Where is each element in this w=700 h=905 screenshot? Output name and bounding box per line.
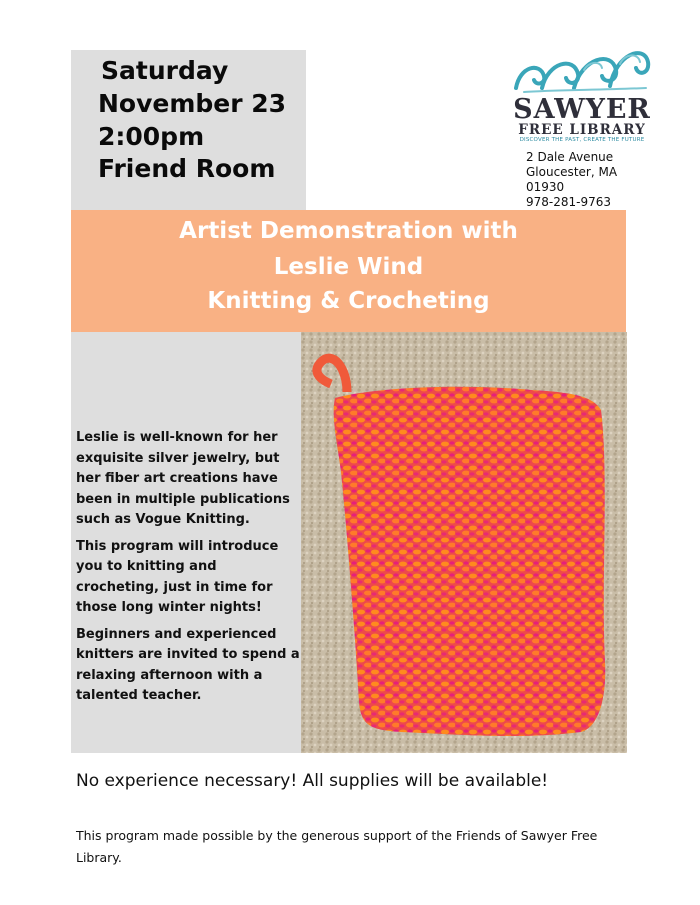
title-line1: Artist Demonstration with (179, 218, 518, 244)
address-zip: 01930 (526, 180, 565, 194)
library-name-line1: SAWYER (513, 94, 651, 125)
event-details-box (71, 50, 306, 210)
event-room: Friend Room (98, 154, 276, 183)
event-time: 2:00pm (98, 122, 205, 151)
address-phone: 978-281-9763 (526, 195, 612, 209)
title-line2: Leslie Wind (273, 254, 424, 280)
wave-icon (512, 36, 652, 96)
crochet-swatch-photo (301, 332, 627, 753)
description-paragraph-2: This program will introduce you to knitting and crocheting, just in time for those long winter nights! (76, 538, 279, 615)
sponsor-credit: This program made possible by the generous support of the Friends of Sawyer Free Library. (76, 828, 598, 865)
event-date: November 23 (98, 89, 287, 118)
address-street: 2 Dale Avenue (526, 150, 614, 164)
title-line3: Knitting & Crocheting (207, 288, 490, 314)
library-logo (512, 36, 652, 148)
description-text (76, 428, 301, 713)
description-paragraph-3: Beginners and experienced knitters are invited to spend a relaxing afternoon with a talented teacher. (76, 626, 300, 703)
experience-note: No experience necessary! All supplies will be available! (76, 771, 549, 791)
title-banner (71, 210, 626, 332)
event-day: Saturday (101, 56, 229, 85)
library-address (526, 150, 617, 210)
library-name-line2: FREE LIBRARY (518, 122, 646, 138)
library-tagline: DISCOVER THE PAST, CREATE THE FUTURE (519, 137, 645, 143)
description-paragraph-1: Leslie is well-known for her exquisite silver jewelry, but her fiber art creations have been in multiple publications such as Vogue Knitting. (76, 430, 290, 527)
address-city: Gloucester, MA (526, 165, 618, 179)
